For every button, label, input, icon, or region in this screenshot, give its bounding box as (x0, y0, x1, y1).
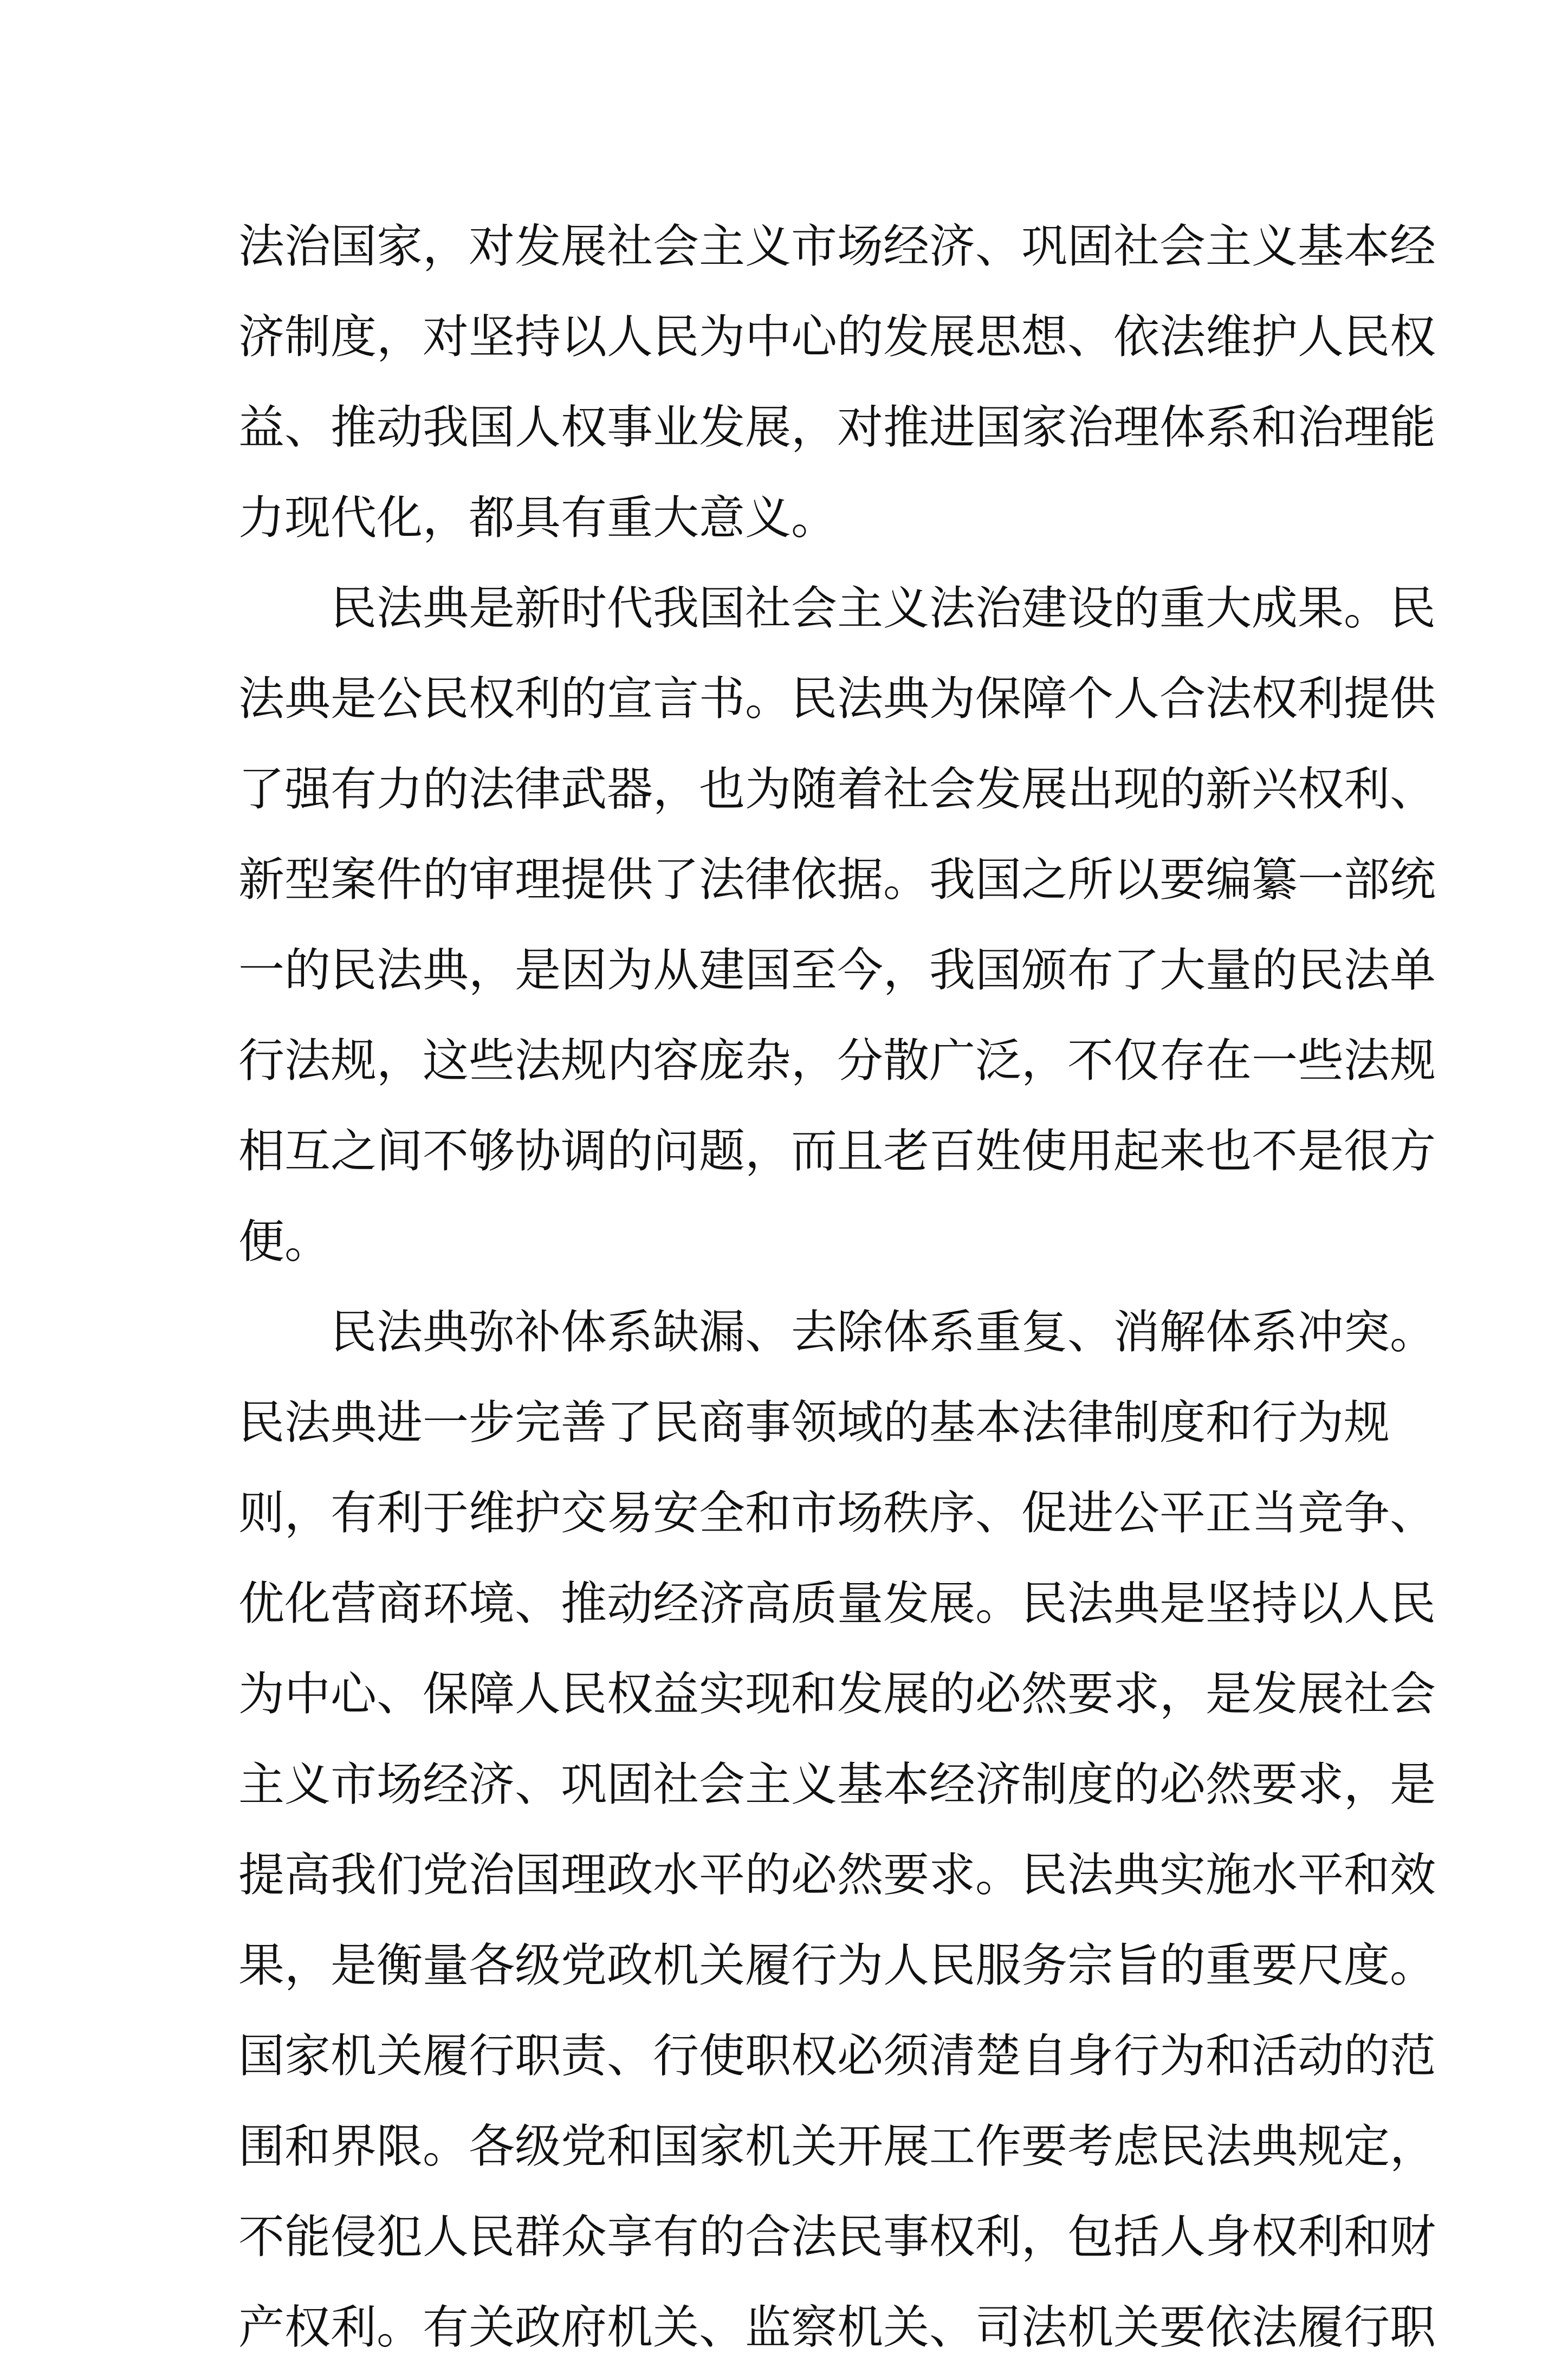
text-line: 民法典进一步完善了民商事领域的基本法律制度和行为规 (238, 1396, 1390, 1450)
text-line: 新型案件的审理提供了法律依据。我国之所以要编纂一部统 (238, 853, 1436, 907)
text-line: 国家机关履行职责、行使职权必须清楚自身行为和活动的范 (238, 2030, 1436, 2083)
text-line: 行法规，这些法规内容庞杂，分散广泛，不仅存在一些法规 (238, 1034, 1436, 1088)
text-line: 果，是衡量各级党政机关履行为人民服务宗旨的重要尺度。 (238, 1939, 1436, 1993)
text-line: 主义市场经济、巩固社会主义基本经济制度的必然要求，是 (238, 1758, 1436, 1812)
body-text (238, 202, 1436, 2373)
text-line: 了强有力的法律武器，也为随着社会发展出现的新兴权利、 (238, 763, 1436, 816)
text-line: 益、推动我国人权事业发展，对推进国家治理体系和治理能 (238, 401, 1436, 455)
text-line: 不能侵犯人民群众享有的合法民事权利，包括人身权利和财 (238, 2210, 1436, 2264)
text-line: 民法典弥补体系缺漏、去除体系重复、消解体系冲突。 (331, 1306, 1436, 1359)
text-line: 便。 (238, 1215, 331, 1269)
text-line: 提高我们党治国理政水平的必然要求。民法典实施水平和效 (238, 1849, 1436, 1902)
text-line: 为中心、保障人民权益实现和发展的必然要求，是发展社会 (238, 1668, 1436, 1721)
text-line: 法治国家，对发展社会主义市场经济、巩固社会主义基本经 (238, 220, 1436, 274)
text-line: 法典是公民权利的宣言书。民法典为保障个人合法权利提供 (238, 672, 1436, 726)
text-line: 力现代化，都具有重大意义。 (238, 491, 838, 545)
text-line: 优化营商环境、推动经济高质量发展。民法典是坚持以人民 (238, 1577, 1436, 1631)
text-line: 一的民法典，是因为从建国至今，我国颁布了大量的民法单 (238, 944, 1436, 997)
text-line: 民法典是新时代我国社会主义法治建设的重大成果。民 (331, 582, 1436, 636)
text-line: 围和界限。各级党和国家机关开展工作要考虑民法典规定， (238, 2120, 1436, 2174)
text-line: 济制度，对坚持以人民为中心的发展思想、依法维护人民权 (238, 310, 1436, 364)
text-line: 相互之间不够协调的问题，而且老百姓使用起来也不是很方 (238, 1125, 1436, 1178)
text-line: 则，有利于维护交易安全和市场秩序、促进公平正当竞争、 (238, 1487, 1436, 1540)
text-line: 产权利。有关政府机关、监察机关、司法机关要依法履行职 (238, 2301, 1436, 2355)
